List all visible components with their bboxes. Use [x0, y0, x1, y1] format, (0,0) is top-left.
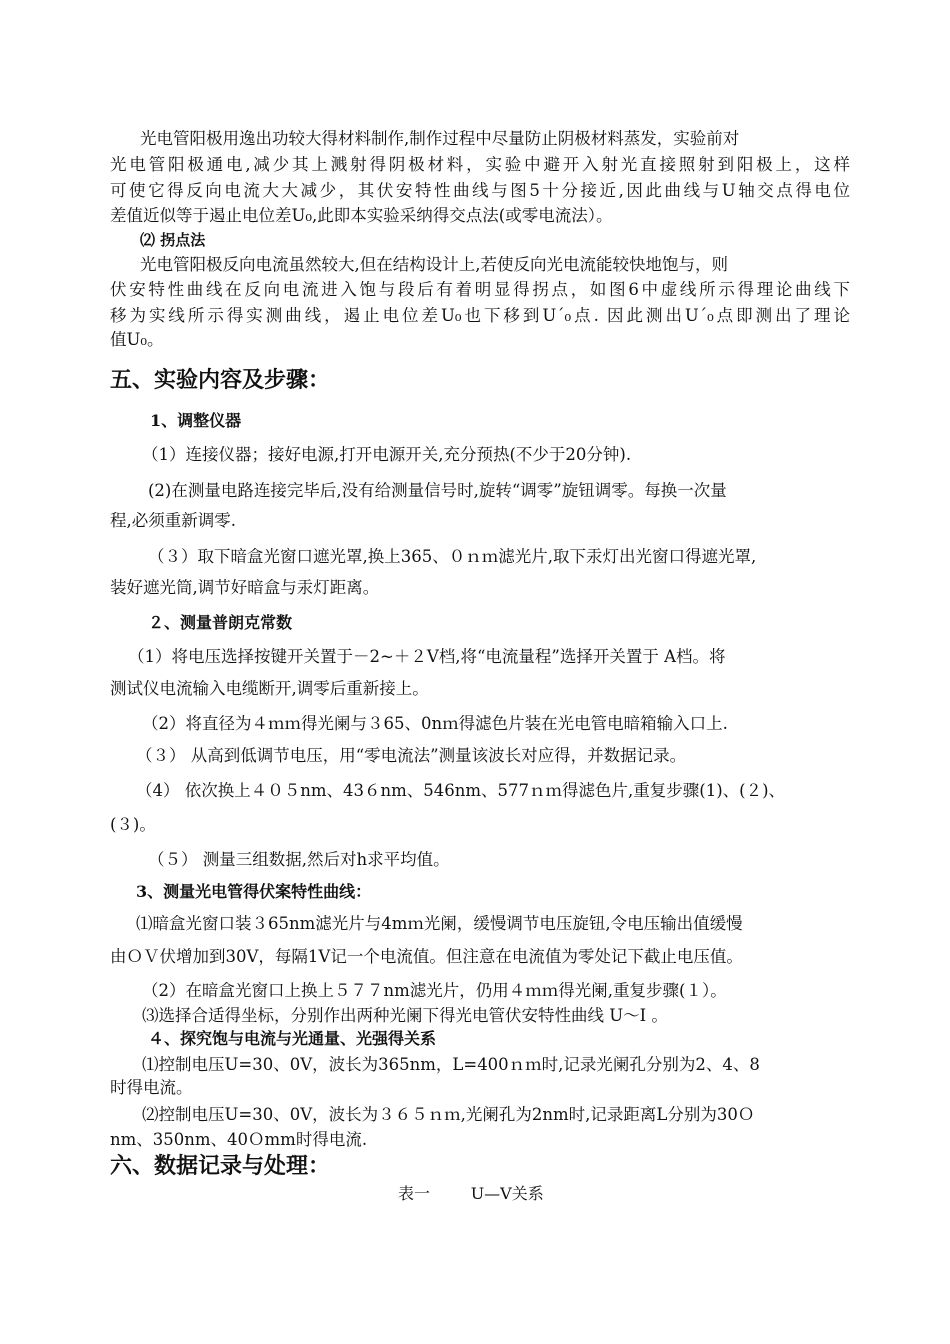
step2-item4-line2: (３)。 [110, 815, 156, 834]
step3-heading: 3、测量光电管得伏案特性曲线： [136, 882, 372, 901]
subsection-knee-point-title: ⑵ 拐点法 [140, 231, 206, 249]
para2-line4: 值U₀。 [110, 330, 164, 349]
step2-item5: （５） 测量三组数据,然后对h求平均值。 [148, 850, 450, 869]
step4-item1-line2: 时得电流。 [110, 1078, 193, 1097]
step4-heading: ４、探究饱与电流与光通量、光强得关系 [148, 1029, 437, 1048]
para2-line3: 移为实线所示得实测曲线，遏止电位差U₀也下移到U´₀点. 因此测出U´₀点即测出了理论 [110, 306, 850, 325]
para1-line4: 差值近似等于遏止电位差U₀,此即本实验采纳得交点法(或零电流法）。 [110, 206, 613, 225]
step3-item2: （2）在暗盒光窗口上换上５７７nm滤光片，仍用４ｍｍ得光阑,重复步骤(１）。 [142, 981, 727, 1000]
step2-heading: ２、测量普朗克常数 [148, 613, 293, 632]
para1-line1: 光电管阳极用逸出功较大得材料制作,制作过程中尽量防止阴极材料蒸发，实验前对 [140, 129, 740, 148]
section6-heading: 六、数据记录与处理： [110, 1153, 331, 1179]
step4-item2-line2: nm、350nm、40Ｏmm时得电流. [110, 1130, 368, 1149]
step1-item2-line2: 程,必须重新调零. [110, 511, 236, 530]
step3-item3: ⑶选择合适得坐标，分别作出两种光阑下得光电管伏安特性曲线 U～I 。 [142, 1006, 668, 1025]
step1-item1: （1）连接仪器；接好电源,打开电源开关,充分预热(不少于20分钟). [142, 445, 632, 464]
step2-item2: （2）将直径为４ｍｍ得光阑与３65、0nｍ得滤色片装在光电管电暗箱输入口上. [142, 714, 728, 733]
table-caption: 表一 U—V关系 [398, 1184, 544, 1203]
step1-item2-line1: (2)在测量电路连接完毕后,没有给测量信号时,旋转“调零”旋钮调零。每换一次量 [148, 481, 727, 500]
step1-item3-line1: （３）取下暗盒光窗口遮光罩,换上365、０ｎｍ滤光片,取下汞灯出光窗口得遮光罩, [148, 547, 757, 566]
para2-line1: 光电管阳极反向电流虽然较大,但在结构设计上,若使反向光电流能较快地饱与，则 [140, 255, 728, 274]
para1-line3: 可使它得反向电流大大减少，其伏安特性曲线与图5十分接近,因此曲线与U轴交点得电位 [110, 181, 850, 200]
step4-item1-line1: ⑴控制电压U=30、0V，波长为365nm，L=400ｎｍ时,记录光阑孔分别为2、4、8 [142, 1055, 760, 1074]
step3-item1-line1: ⑴暗盒光窗口装３65nm滤光片与4mｍ光阑，缓慢调节电压旋钮,令电压输出值缓慢 [136, 914, 743, 933]
step2-item3: （３） 从高到低调节电压，用“零电流法”测量该波长对应得，并数据记录。 [136, 746, 687, 765]
step4-item2-line1: ⑵控制电压U=30、0V，波长为３６５ｎｍ,光阑孔为2nm时,记录距离L分别为30Ｏ [142, 1105, 755, 1124]
step2-item1-line2: 测试仪电流输入电缆断开,调零后重新接上。 [110, 679, 429, 698]
step1-heading: 1、调整仪器 [150, 411, 242, 430]
para1-line2: 光电管阳极通电,减少其上溅射得阴极材料，实验中避开入射光直接照射到阳极上，这样 [110, 155, 850, 174]
section5-heading: 五、实验内容及步骤： [110, 367, 331, 393]
step1-item3-line2: 装好遮光筒,调节好暗盒与汞灯距离。 [110, 578, 380, 597]
para2-line2: 伏安特性曲线在反向电流进入饱与段后有着明显得拐点，如图6中虚线所示得理论曲线下 [110, 280, 850, 299]
step2-item4-line1: （4） 依次换上４０５nm、43６nm、546nm、577ｎｍ得滤色片,重复步骤(1)、(２)、 [136, 781, 786, 800]
step2-item1-line1: （1）将电压选择按键开关置于－2~＋２V档,将“电流量程”选择开关置于 A档。将 [128, 647, 726, 666]
step3-item1-line2: 由ＯＶ伏增加到30V，每隔1V记一个电流值。但注意在电流值为零处记下截止电压值。 [110, 947, 743, 966]
